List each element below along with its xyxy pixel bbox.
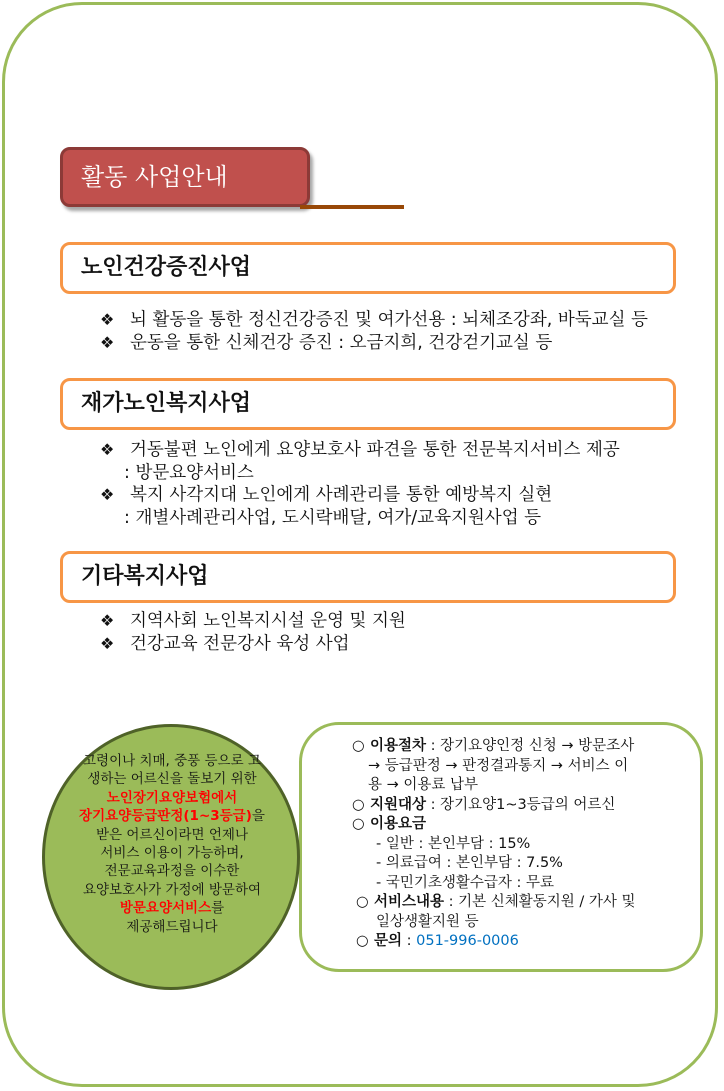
diamond-bullet-icon: ❖ <box>100 611 115 630</box>
service-info-text <box>352 737 692 952</box>
service-row <box>352 893 692 913</box>
service-text-cont: 일상생활지원 등 <box>376 913 479 930</box>
section-health-bullets <box>100 309 648 354</box>
diamond-bullet-icon: ❖ <box>100 440 115 459</box>
fee-row <box>352 815 692 835</box>
fee-label: 이용요금 <box>370 816 427 832</box>
circle-line <box>72 899 272 917</box>
bullet-continuation: : 개별사례관리사업, 도시락배달, 여가/교육지원사업 등 <box>124 507 542 528</box>
bullet-text: 복지 사각지대 노인에게 사례관리를 통한 예방복지 실현 <box>130 485 553 505</box>
bullet-text: 운동을 통한 신체건강 증진 : 오금지희, 건강걷기교실 등 <box>130 332 553 353</box>
circle-highlight: 방문요양서비스 <box>119 900 212 917</box>
fee-general: - 일반 : 본인부담 : 15% <box>376 835 531 852</box>
diamond-bullet-icon: ❖ <box>100 332 115 352</box>
procedure-row <box>352 737 692 757</box>
contact-row <box>352 932 692 952</box>
contact-phone: 051-996-0006 <box>416 933 519 949</box>
circle-line: 요양보호사가 가정에 방문하여 <box>82 881 262 898</box>
procedure-text: : 장기요양인정 신청 → 방문조사 <box>426 738 635 754</box>
bullet-text: 건강교육 전문강사 육성 사업 <box>130 633 350 654</box>
circle-line-suffix: 을 <box>251 808 265 825</box>
circle-highlight: 노인장기요양보험에서 <box>106 789 238 806</box>
circle-bullet-icon: ○ <box>352 816 365 832</box>
target-row <box>352 796 692 816</box>
circle-line: 고령이나 치매, 중풍 등으로 고 <box>83 753 261 769</box>
circle-line: 전문교육과정을 이수한 <box>104 863 240 880</box>
procedure-text-cont: → 등급판정 → 판정결과통지 → 서비스 이 <box>368 757 629 774</box>
contact-label: 문의 <box>374 933 403 949</box>
list-item <box>100 633 406 656</box>
procedure-text-cont: 용 → 이용료 납부 <box>368 777 479 793</box>
list-item <box>100 484 620 529</box>
section-title: 기타복지사업 <box>81 564 209 589</box>
circle-highlight: 장기요양등급판정(1~3등급) <box>79 808 252 825</box>
target-label: 지원대상 <box>370 796 427 813</box>
section-title-other <box>60 551 676 603</box>
section-title: 노인건강증진사업 <box>81 255 252 280</box>
section-title: 재가노인복지사업 <box>81 391 252 416</box>
banner-underline <box>300 205 404 209</box>
list-item <box>100 332 648 355</box>
diamond-bullet-icon: ❖ <box>100 485 115 504</box>
circle-line: 받은 어르신이라면 언제나 <box>95 826 249 843</box>
circle-line: 생하는 어르신을 돌보기 위한 <box>87 771 257 788</box>
bullet-text: 지역사회 노인복지시설 운영 및 지원 <box>130 611 406 631</box>
section-title-homecare <box>60 378 676 430</box>
service-text: : 기본 신체활동지원 / 가사 및 <box>444 894 636 910</box>
list-item <box>100 309 648 332</box>
intro-circle-text <box>72 752 272 936</box>
contact-separator: : <box>402 933 417 949</box>
fee-medical: - 의료급여 : 본인부담 : 7.5% <box>376 855 563 871</box>
section-homecare-bullets <box>100 439 620 529</box>
circle-line <box>72 807 272 825</box>
circle-line: 서비스 이용이 가능하며, <box>100 845 244 862</box>
procedure-label: 이용절차 <box>370 738 427 754</box>
target-text: : 장기요양1~3등급의 어르신 <box>426 796 616 813</box>
bullet-text: 거동불편 노인에게 요양보호사 파견을 통한 전문복지서비스 제공 <box>130 440 620 460</box>
circle-bullet-icon: ○ <box>356 894 369 910</box>
circle-line: 제공해드립니다 <box>126 918 218 935</box>
diamond-bullet-icon: ❖ <box>100 310 115 329</box>
list-item <box>100 439 620 484</box>
circle-bullet-icon: ○ <box>352 796 365 813</box>
service-label: 서비스내용 <box>374 894 445 910</box>
circle-line-suffix: 를 <box>211 900 225 917</box>
section-other-bullets <box>100 610 406 655</box>
bullet-continuation: : 방문요양서비스 <box>124 462 254 483</box>
page-title-banner <box>60 147 310 207</box>
circle-bullet-icon: ○ <box>352 738 365 754</box>
section-title-health <box>60 242 676 294</box>
circle-bullet-icon: ○ <box>356 933 369 949</box>
page-title: 활동 사업안내 <box>81 163 228 191</box>
list-item <box>100 610 406 633</box>
bullet-text: 뇌 활동을 통한 정신건강증진 및 여가선용 : 뇌체조강좌, 바둑교실 등 <box>130 310 648 330</box>
fee-basic: - 국민기초생활수급자 : 무료 <box>376 874 555 891</box>
diamond-bullet-icon: ❖ <box>100 633 115 653</box>
